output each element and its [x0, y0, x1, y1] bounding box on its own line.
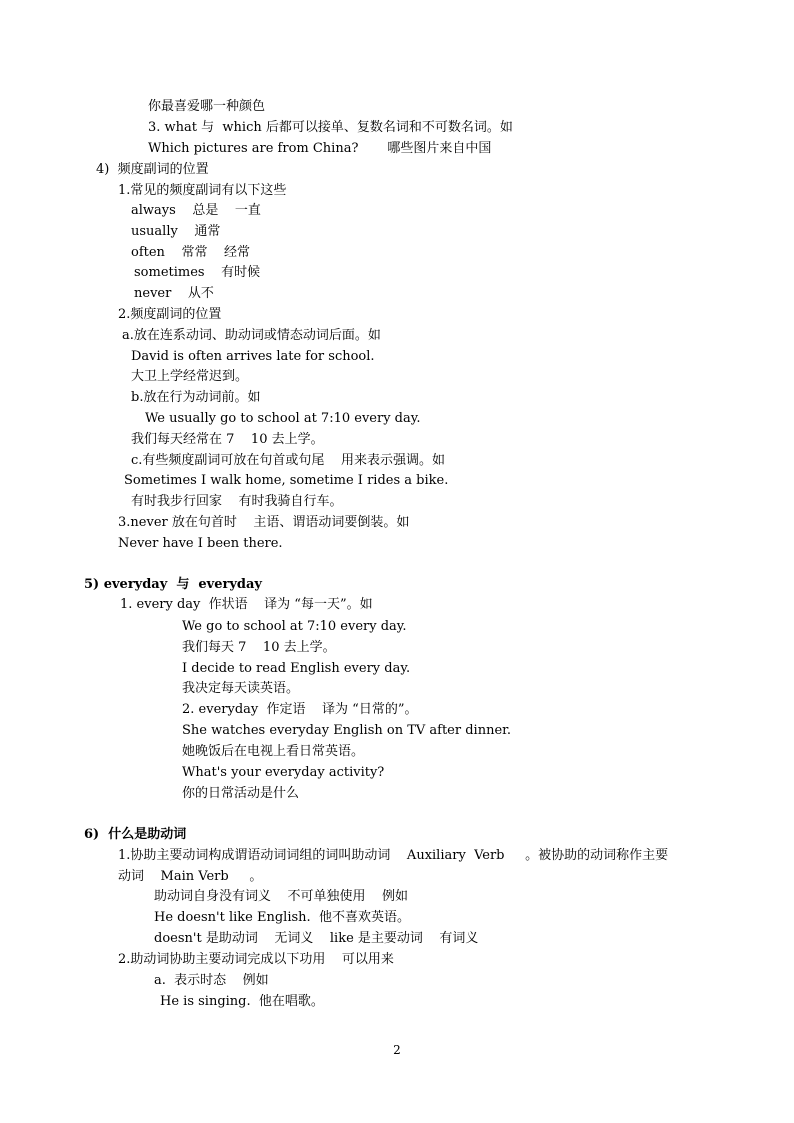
text-line: Which pictures are from China? 哪些图片来自中国	[148, 141, 492, 156]
text-line: 我们每天 7 10 去上学。	[182, 640, 336, 655]
text-line: 助动词自身没有词义 不可单独使用 例如	[154, 889, 409, 904]
text-line: What's your everyday activity?	[182, 765, 385, 780]
text-line: We usually go to school at 7:10 every day.	[145, 411, 421, 426]
text-line: 我决定每天读英语。	[182, 681, 300, 696]
text-line: 有时我步行回家 有时我骑自行车。	[131, 494, 343, 509]
text-line: 1.协助主要动词构成谓语动词词组的词叫助动词 Auxiliary Verb 。被协助的动词称作主要	[118, 848, 669, 863]
text-line: often 常常 经常	[131, 245, 250, 260]
text-line: 我们每天经常在 7 10 去上学。	[131, 432, 324, 447]
text-line: 3. what 与 which 后都可以接单、复数名词和不可数名词。如	[148, 120, 513, 135]
text-line: a. 表示时态 例如	[154, 973, 269, 988]
text-line: 她晚饭后在电视上看日常英语。	[182, 744, 365, 759]
text-line: always 总是 一直	[131, 203, 261, 218]
text-line: We go to school at 7:10 every day.	[182, 619, 407, 634]
text-line: 你最喜爱哪一种颜色	[148, 99, 266, 114]
text-line: 3.never 放在句首时 主语、谓语动词要倒装。如	[118, 515, 410, 530]
text-line: She watches everyday English on TV after dinner.	[182, 723, 512, 738]
text-line: He is singing. 他在唱歌。	[160, 994, 324, 1009]
text-line: c.有些频度副词可放在句首或句尾 用来表示强调。如	[131, 453, 445, 468]
text-line: never 从不	[134, 286, 214, 301]
text-line: 2.频度副词的位置	[118, 307, 222, 322]
text-line: a.放在连系动词、助动词或情态动词后面。如	[122, 328, 381, 343]
text-line: doesn't 是助动词 无词义 like 是主要动词 有词义	[154, 931, 479, 946]
text-line: 1.常见的频度副词有以下这些	[118, 183, 287, 198]
text-line: b.放在行为动词前。如	[131, 390, 261, 405]
text-line: Sometimes I walk home, sometime I rides a bike.	[124, 473, 449, 488]
text-line: 大卫上学经常迟到。	[131, 369, 249, 384]
text-line: 2.助动词协助主要动词完成以下功用 可以用来	[118, 952, 394, 967]
text-line: Never have I been there.	[118, 536, 283, 551]
text-line: He doesn't like English. 他不喜欢英语。	[154, 910, 410, 925]
page-number: 2	[393, 1043, 401, 1057]
text-line: 动词 Main Verb 。	[118, 869, 263, 884]
section-heading: 4) 频度副词的位置	[96, 162, 209, 177]
text-line: 1. every day 作状语 译为 “每一天”。如	[120, 597, 373, 612]
text-line: 你的日常活动是什么	[182, 786, 300, 801]
text-line: usually 通常	[131, 224, 221, 239]
text-line: 2. everyday 作定语 译为 “日常的”。	[182, 702, 418, 717]
text-line: sometimes 有时候	[134, 265, 261, 280]
section-heading: 5) everyday 与 everyday	[84, 577, 262, 592]
section-heading: 6) 什么是助动词	[84, 827, 187, 842]
text-line: David is often arrives late for school.	[131, 349, 375, 364]
text-line: I decide to read English every day.	[182, 661, 411, 676]
